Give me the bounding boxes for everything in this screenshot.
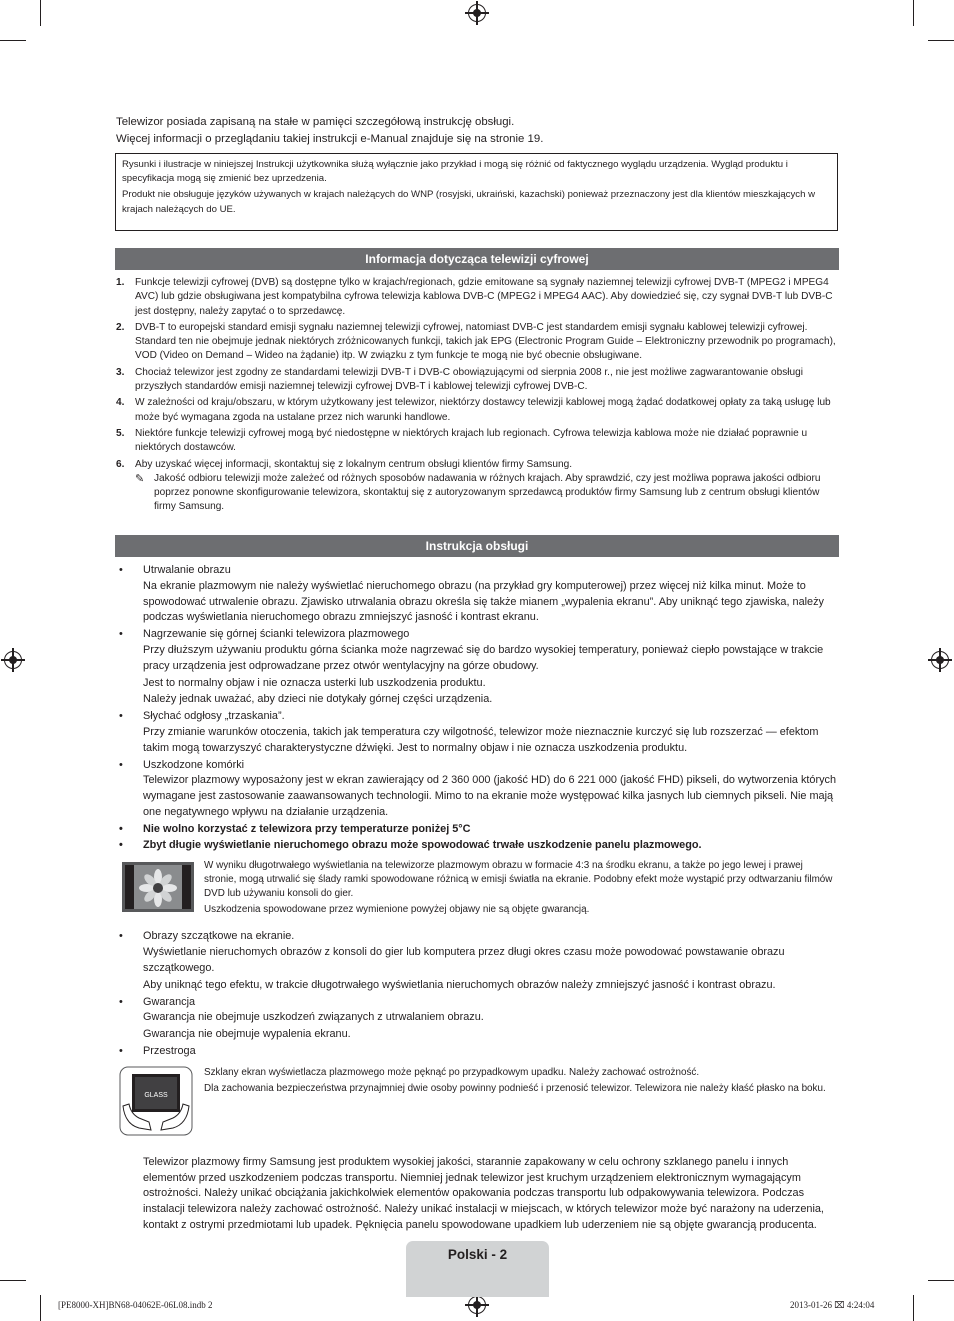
bullet-icon: • xyxy=(119,628,123,641)
bullet-body xyxy=(119,1010,837,1043)
sub-note xyxy=(116,472,838,515)
digital-tv-list xyxy=(116,276,838,515)
tv-flower-illustration xyxy=(122,862,194,912)
note-icon: ✎ xyxy=(135,472,145,485)
crop-mark xyxy=(0,40,26,41)
bullet-heading: Nagrzewanie się górnej ścianki telewizora plazmowego xyxy=(143,628,410,641)
image-slot xyxy=(119,859,204,917)
glass-hands-illustration xyxy=(119,1066,193,1136)
crop-mark xyxy=(40,0,41,26)
bullet-item xyxy=(119,758,837,774)
bullet-icon: • xyxy=(119,710,123,723)
bullet-icon: • xyxy=(119,930,123,943)
bullet-icon: • xyxy=(119,1044,123,1057)
bullet-item xyxy=(119,929,837,945)
bullet-heading: Obrazy szczątkowe na ekranie. xyxy=(143,930,295,943)
bullet-heading: Zbyt długie wyświetlanie nieruchomego obrazu może spowodować trwałe uszkodzenie panelu plazmowego. xyxy=(143,838,702,851)
item-text: W zależności od kraju/obszaru, w którym użytkowany jest telewizor, niektórzy dostawcy telewizji kablowej mogą żądać dodatkowej opłaty za taką usługę lub może być wymagana zgoda na ustalane przez nich warunki handlowe. xyxy=(135,397,831,423)
registration-mark-icon xyxy=(468,4,486,22)
bullet-body xyxy=(119,725,837,757)
paragraph: Należy jednak uważać, aby dzieci nie dotykały górnej części urządzenia. xyxy=(143,693,493,706)
item-text: Aby uzyskać więcej informacji, skontaktuj się z lokalnym centrum obsługi klientów firmy Samsung. xyxy=(135,458,572,470)
crop-mark xyxy=(913,0,914,26)
paragraph: Uszkodzenia spowodowane przez wymienione powyżej objawy nie są objęte gwarancją. xyxy=(204,904,590,916)
bullet-item xyxy=(119,709,837,725)
notice-box xyxy=(115,153,838,231)
crop-mark xyxy=(0,1280,26,1281)
image-note-text xyxy=(204,859,837,917)
note-text: Jakość odbioru telewizji może zależeć od różnych sposobów nadawania w różnych krajach. Aby sprawdzić, czy jest możliwa poprawa jakości odbioru poprzez ponowne skonfigurowanie telewizora, skontaktuj się z autoryzowanym sprzedawcą produktów firmy Samsung lub z centrum obsługi klientów firmy Samsung. xyxy=(154,472,821,513)
footer-file-info: [PE8000-XH]BN68-04062E-06L08.indb 2 xyxy=(58,1300,213,1310)
list-item xyxy=(116,396,838,425)
bullet-item xyxy=(119,995,837,1011)
item-text: Niektóre funkcje telewizji cyfrowej mogą być niedostępne w niektórych krajach lub regionach. Cyfrowa telewizja kablowa może nie działać poprawnie u niektórych dostawców. xyxy=(135,427,808,454)
bullet-heading: Przestroga xyxy=(143,1044,196,1057)
bullet-heading: Utrwalanie obrazu xyxy=(143,564,231,576)
instructions-list xyxy=(119,563,837,1235)
paragraph: Gwarancja nie obejmuje wypalenia ekranu. xyxy=(143,1028,351,1041)
bullet-body xyxy=(119,643,837,708)
bullet-item xyxy=(119,838,837,854)
crop-mark xyxy=(40,1295,41,1321)
intro-line: Telewizor posiada zapisaną na stałe w pamięci szczegółową instrukcję obsługi. xyxy=(116,116,515,128)
paragraph: Aby uniknąć tego efektu, w trakcie długotrwałego wyświetlania nieruchomych obrazów należy zmniejszyć jasność i kontrast obrazu. xyxy=(143,978,776,991)
registration-mark-icon xyxy=(4,651,22,669)
bullet-body xyxy=(119,945,837,993)
bullet-heading: Nie wolno korzystać z telewizora przy temperaturze poniżej 5°C xyxy=(143,822,471,835)
bullet-item xyxy=(119,822,837,838)
crop-mark xyxy=(913,1295,914,1321)
closing-paragraph-block xyxy=(119,1155,837,1234)
paragraph: Szklany ekran wyświetlacza plazmowego może pęknąć po przypadkowym upadku. Należy zachować ostrożność. xyxy=(204,1066,700,1078)
paragraph: Jest to normalny objaw i nie oznacza usterki lub uszkodzenia produktu. xyxy=(143,676,486,689)
paragraph: Wyświetlanie nieruchomych obrazów z konsoli do gier lub komputera przez długi okres czasu może powodować powstawanie obrazu szczątkowego. xyxy=(143,946,785,974)
section-header: Informacja dotycząca telewizji cyfrowej xyxy=(115,248,839,270)
image-note-text xyxy=(204,1066,837,1141)
bullet-icon: • xyxy=(119,838,123,851)
paragraph: Na ekranie plazmowym nie należy wyświetlać nieruchomego obrazu (na przykład gry komputerowej) przez więcej niż kilka minut. Może to spowodować utrwalenie obrazu. Zjawisko utrwalania obrazu określa się także mianem „wypalenia ekranu”. Aby uniknąć tego zjawiska, należy podczas wyświetlania nieruchomego obrazu zmniejszyć jasność i kontrast ekranu. xyxy=(143,579,825,624)
list-item xyxy=(116,276,838,319)
list-item xyxy=(116,458,838,472)
item-number: 6. xyxy=(116,458,125,470)
list-item xyxy=(116,427,838,456)
paragraph: Gwarancja nie obejmuje uszkodzeń związanych z utrwalaniem obrazu. xyxy=(143,1011,484,1024)
registration-mark-icon xyxy=(931,651,949,669)
bullet-icon: • xyxy=(119,564,123,576)
glass-label: GLASS xyxy=(144,1091,168,1099)
crop-mark xyxy=(928,1280,954,1281)
paragraph: Przy zmianie warunków otoczenia, takich jak temperatura czy wilgotność, telewizor może nieznacznie kurczyć się lub rozszerzać — efektom takim mogą towarzyszyć charakterystyczne dźwięki. Jest to normalny objaw i nie oznacza uszkodzenia produktu. xyxy=(143,725,819,754)
list-item xyxy=(116,321,838,364)
item-text: DVB-T to europejski standard emisji sygnału naziemnej telewizji cyfrowej, natomiast DVB-C jest standardem emisji sygnału kablowej telewizji cyfrowej. Standard ten nie obejmuje jednak niektórych zróżnicowanych funkcji, takich jak EPG (Electronic Program Guide – Elektroniczny przewodnik po programach), VOD (Video on Demand – Wideo na żądanie) itp. W związku z tym funkcje te mogą nie być obecnie obsługiwane. xyxy=(135,321,836,362)
bullet-heading: Uszkodzone komórki xyxy=(143,758,245,771)
intro-line: Więcej informacji o przeglądaniu takiej instrukcji e-Manual znajduje się na stronie 19. xyxy=(116,133,544,145)
bullet-item xyxy=(119,563,837,579)
item-text: Funkcje telewizji cyfrowej (DVB) są dostępne tylko w krajach/regionach, gdzie emitowane są sygnały naziemnej telewizji cyfrowej DVB-T (MPEG2 i MPEG4 AVC) lub gdzie obsługiwana jest kompatybilna cyfrowa telewizja kablowa DVB-C (MPEG2 i MPEG4 AAC). Aby dowiedzieć się, czy sygnał DVB-T lub DVB-C jest dostępny, należy zapytać o to sprzedawcę. xyxy=(135,277,833,317)
image-note-row xyxy=(119,859,837,917)
notice-paragraph: Produkt nie obsługuje języków używanych w krajach należących do WNP (rosyjski, ukraiński, kazachski) ponieważ przeznaczony jest dla klientów mieszkających w krajach należących do UE. xyxy=(122,189,815,215)
item-text: Chociaż telewizor jest zgodny ze standardami telewizji DVB-T i DVB-C obowiązującymi od sierpnia 2008 r., nie jest możliwe zagwarantowanie obsługi przyszłych standardów emisji naziemnej telewizji cyfrowej DVB-T i kablowej telewizji cyfrowej DVB-C. xyxy=(135,366,803,393)
registration-mark-icon xyxy=(468,1296,486,1314)
item-number: 3. xyxy=(116,366,125,378)
bullet-icon: • xyxy=(119,995,123,1008)
bullet-body xyxy=(119,773,837,820)
paragraph: W wyniku długotrwałego wyświetlania na telewizorze plazmowym obrazu w formacie 4:3 na środku ekranu, a także po jego lewej i prawej stronie, mogą utrwalić się ślady ramki spowodowane różnicą w emisji światła na ekranie. Podobny efekt może wystąpić przy odtwarzaniu filmów DVD lub używaniu konsoli do gier. xyxy=(204,860,833,900)
bullet-heading: Słychać odgłosy „trzaskania”. xyxy=(143,710,285,723)
item-number: 2. xyxy=(116,321,125,333)
paragraph: Przy dłuższym używaniu produktu górna ścianka może nagrzewać się do bardzo wysokiej temperatury, ponieważ ciepło powstające w trakcie pracy urządzenia jest odprowadzane przez otwór wentylacyjny na górze obudowy. xyxy=(143,643,824,672)
bullet-icon: • xyxy=(119,758,123,771)
notice-paragraph: Rysunki i ilustracje w niniejszej Instrukcji użytkownika służą wyłącznie jako przykład i mogą się różnić od faktycznego wyglądu urządzenia. Wygląd produktu i specyfikacja mogą się zmienić bez uprzedzenia. xyxy=(122,159,788,185)
paragraph: Telewizor plazmowy firmy Samsung jest produktem wysokiej jakości, starannie zapakowany w celu ochrony szklanego panelu i innych elementów przed uszkodzeniem podczas transportu. Niemniej jednak telewizor jest kruchym urządzeniem elektronicznym wymagającym ostrożności. Należy unikać obciążania jakichkolwiek elementów opakowania podczas transportu lub odpakowywania telewizora. Podczas instalacji telewizora należy zachować ostrożność. Należy unikać instalacji w miejscach, w których telewizor może być narażony na uderzenia, kontakt z ostrymi przedmiotami lub upadek. Pęknięcia panelu spowodowane upadkiem lub uderzeniem nie są objęte gwarancją producenta. xyxy=(143,1155,824,1231)
footer-timestamp: 2013-01-26 ⌧ 4:24:04 xyxy=(790,1300,875,1310)
intro-text xyxy=(116,114,836,148)
list-item xyxy=(116,366,838,395)
section-header: Instrukcja obsługi xyxy=(115,535,839,557)
paragraph: Dla zachowania bezpieczeństwa przynajmniej dwie osoby powinny podnieść i przenosić telewizor. Telewizora nie należy kłaść płasko na boku. xyxy=(204,1082,826,1094)
bullet-icon: • xyxy=(119,822,123,835)
bullet-item xyxy=(119,1044,837,1060)
item-number: 1. xyxy=(116,277,125,288)
image-note-row xyxy=(119,1066,837,1141)
paragraph: Telewizor plazmowy wyposażony jest w ekran zawierający od 2 360 000 (jakość HD) do 6 221 000 (jakość FHD) pikseli, do wytworzenia których wymagane jest zastosowanie zaawansowanych technologii. Mimo to na ekranie może występować kilka jasnych lub ciemnych pikseli. Nie mają one negatywnego wpływu na działanie urządzenia. xyxy=(143,774,837,818)
bullet-body xyxy=(119,579,837,626)
image-slot xyxy=(119,1066,204,1141)
bullet-item xyxy=(119,627,837,643)
item-number: 5. xyxy=(116,427,125,439)
item-number: 4. xyxy=(116,397,125,409)
page-number: Polski - 2 xyxy=(447,1247,508,1262)
crop-mark xyxy=(928,40,954,41)
bullet-heading: Gwarancja xyxy=(143,995,196,1008)
